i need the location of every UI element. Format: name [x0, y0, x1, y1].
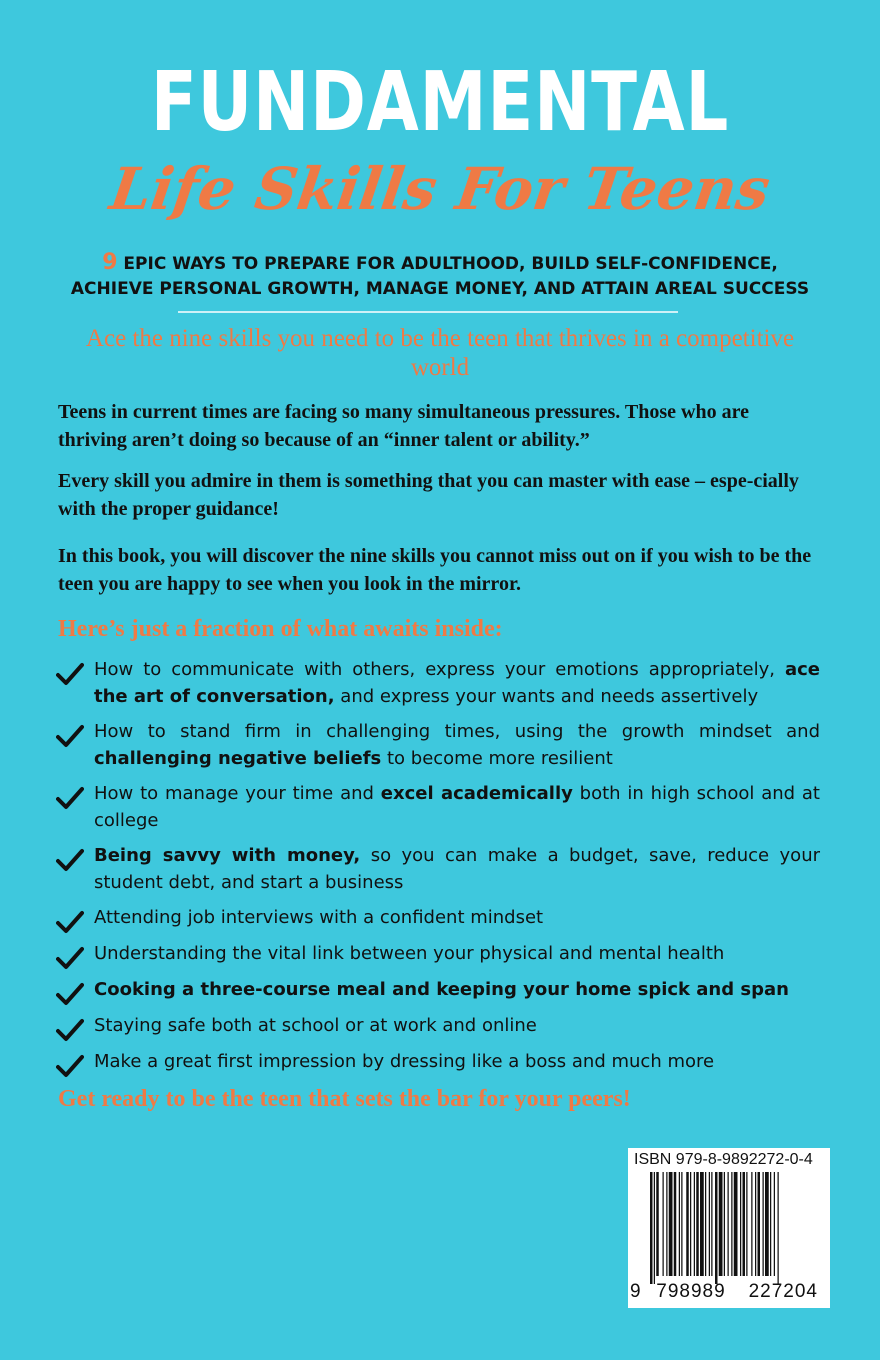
checkmark-icon: [56, 982, 84, 1006]
list-item-bold-text: Cooking a three-course meal and keeping your home spick and span: [94, 979, 789, 1000]
barcode-bar: [700, 1172, 704, 1276]
barcode-bar: [654, 1172, 655, 1284]
list-item-post-text: so you can make a budget, save, reduce your student debt, and start a business: [94, 845, 821, 893]
barcode-bar: [724, 1172, 725, 1276]
barcode-digits-right: 227204: [748, 1281, 818, 1302]
barcode-bar: [686, 1172, 689, 1276]
barcode-digits-left: 798989: [656, 1281, 726, 1302]
list-item: [56, 842, 820, 896]
checkmark-icon: [56, 1054, 84, 1078]
benefits-list: [56, 656, 820, 1084]
barcode-digit-lead: 9: [630, 1281, 642, 1302]
barcode-panel: [628, 1148, 830, 1308]
paragraph-pressures: Teens in current times are facing so many simultaneous pressures. Those who are thriving aren’t doing so because of an “inner talent or ability.”: [58, 401, 749, 451]
barcode-bar: [719, 1172, 723, 1276]
list-item: [56, 656, 820, 710]
tagline-line-2: ACHIEVE PERSONAL GROWTH, MANAGE MONEY, AND ATTAIN AREAL SUCCESS: [70, 279, 810, 299]
barcode-bar: [705, 1172, 706, 1276]
paragraph-discover: In this book, you will discover the nine skills you cannot miss out on if you wish to be the teen you are happy to see when you look in the mirror.: [58, 545, 812, 595]
barcode-bar: [770, 1172, 771, 1276]
book-subtitle: Life Skills For Teens: [105, 155, 774, 223]
checkmark-icon: [56, 946, 84, 970]
barcode-bar: [690, 1172, 691, 1276]
list-item: [56, 780, 820, 834]
checkmark-icon: [56, 910, 84, 934]
barcode-bar: [663, 1172, 664, 1276]
list-item-pre-text: How to stand firm in challenging times, using the growth mindset and: [94, 721, 820, 742]
barcode-bar: [758, 1172, 761, 1276]
tagline-line-1-text: EPIC WAYS TO PREPARE FOR ADULTHOOD, BUILD SELF-CONFIDENCE,: [117, 254, 778, 274]
barcode-bar: [774, 1172, 775, 1276]
list-item: [56, 904, 820, 931]
barcode-bar: [694, 1172, 695, 1276]
list-item: [56, 1048, 820, 1075]
tagline-line-1: [0, 250, 880, 277]
checkmark-icon: [56, 1018, 84, 1042]
closing-line: Get ready to be the teen that sets the bar for your peers!: [58, 1086, 631, 1112]
list-item-bold-text: ace the art of conversation,: [94, 659, 820, 707]
paragraph-skills: Every skill you admire in them is something that you can master with ease – espe-cially with the proper guidance!: [58, 470, 799, 520]
barcode-bar: [778, 1172, 779, 1284]
barcode-bar: [709, 1172, 710, 1276]
barcode-graphic: [650, 1172, 816, 1284]
barcode-bar: [666, 1172, 667, 1276]
barcode-bar: [650, 1172, 653, 1284]
barcode-digits: [630, 1281, 828, 1303]
list-item-pre-text: How to manage your time and: [94, 783, 381, 804]
barcode-bar: [679, 1172, 680, 1276]
barcode-bar: [765, 1172, 769, 1276]
barcode-bar: [763, 1172, 764, 1276]
barcode-bar: [656, 1172, 659, 1276]
list-item-post-text: to become more resilient: [381, 748, 613, 769]
barcode-bar: [740, 1172, 741, 1276]
checkmark-icon: [56, 724, 84, 748]
tagline-number: 9: [102, 250, 118, 275]
barcode-bar: [746, 1172, 747, 1276]
list-item: [56, 976, 820, 1003]
list-item-bold-text: challenging negative beliefs: [94, 748, 382, 769]
list-item: [56, 1012, 820, 1039]
barcode-bar: [743, 1172, 746, 1276]
list-item-pre-text: Staying safe both at school or at work and online: [94, 1015, 537, 1036]
list-item-post-text: and express your wants and needs assertively: [334, 686, 759, 707]
list-item-bold-text: Being savvy with money,: [94, 845, 361, 866]
list-item-pre-text: Make a great first impression by dressing like a boss and much more: [94, 1051, 715, 1072]
barcode-bar: [751, 1172, 752, 1276]
book-title: FUNDAMENTAL: [150, 55, 730, 150]
barcode-bar: [674, 1172, 677, 1276]
lead-statement: Ace the nine skills you need to be the teen that thrives in a competitive world: [85, 325, 795, 381]
checkmark-icon: [56, 786, 84, 810]
barcode-bar: [728, 1172, 729, 1276]
checkmark-icon: [56, 662, 84, 686]
isbn-label: ISBN 979-8-9892272-0-4: [634, 1151, 813, 1168]
list-item: [56, 718, 820, 772]
list-item: [56, 940, 820, 967]
barcode-bar: [681, 1172, 682, 1276]
barcode-bar: [669, 1172, 673, 1276]
list-item-pre-text: Understanding the vital link between your physical and mental health: [94, 943, 725, 964]
section-heading: Here’s just a fraction of what awaits inside:: [58, 616, 503, 642]
barcode-bar: [711, 1172, 712, 1276]
barcode-bar: [696, 1172, 699, 1276]
barcode-bar: [755, 1172, 756, 1276]
tagline: [0, 250, 880, 302]
barcode-bar: [731, 1172, 732, 1276]
checkmark-icon: [56, 848, 84, 872]
list-item-pre-text: Attending job interviews with a confident mindset: [94, 907, 544, 928]
list-item-pre-text: How to communicate with others, express your emotions appropriately,: [94, 659, 785, 680]
list-item-post-text: both in high school and at college: [94, 783, 820, 831]
tagline-divider: [178, 311, 678, 313]
list-item-bold-text: excel academically: [380, 783, 573, 804]
barcode-bar: [715, 1172, 718, 1284]
barcode-bar: [734, 1172, 738, 1276]
